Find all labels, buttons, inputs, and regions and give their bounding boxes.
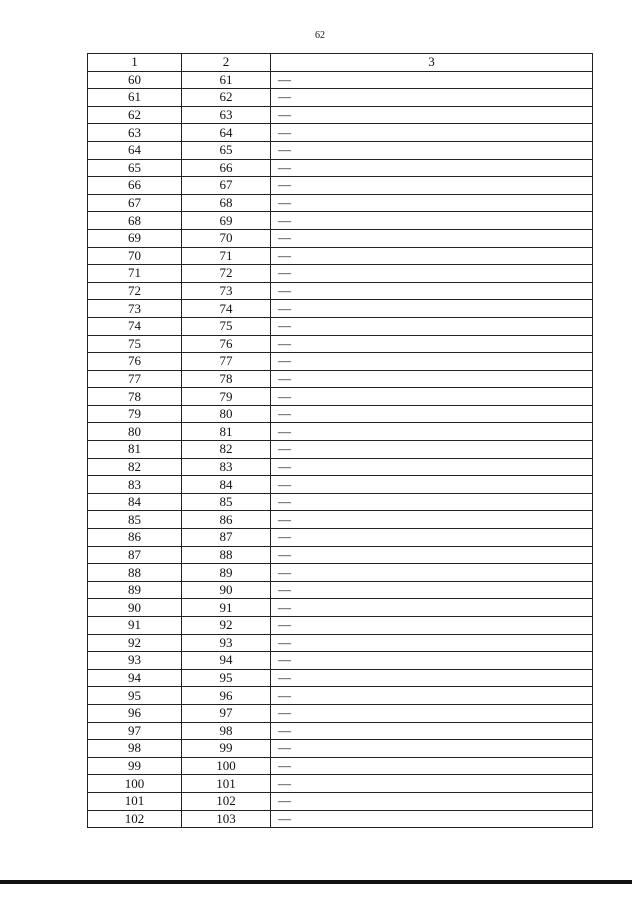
table-cell-col3: —: [271, 335, 593, 353]
table-cell-col3: —: [271, 757, 593, 775]
table-row: [88, 546, 593, 564]
table-cell-col1: 95: [88, 687, 182, 705]
table-cell-col1: 87: [88, 546, 182, 564]
table-row: [88, 476, 593, 494]
table-cell-col3: —: [271, 141, 593, 159]
table-cell-col3: —: [271, 265, 593, 283]
table-cell-col2: 85: [182, 493, 271, 511]
table-cell-col1: 85: [88, 511, 182, 529]
table-row: [88, 370, 593, 388]
table-row: [88, 423, 593, 441]
table-cell-col1: 84: [88, 493, 182, 511]
table-cell-col2: 81: [182, 423, 271, 441]
table-cell-col3: —: [271, 71, 593, 89]
table-row: [88, 652, 593, 670]
table-cell-col3: —: [271, 775, 593, 793]
table-cell-col1: 99: [88, 757, 182, 775]
table-cell-col1: 69: [88, 229, 182, 247]
table-cell-col3: —: [271, 792, 593, 810]
table-cell-col3: —: [271, 106, 593, 124]
table-row: [88, 71, 593, 89]
bottom-rule: [0, 880, 632, 884]
table-row: [88, 810, 593, 828]
table-cell-col3: —: [271, 247, 593, 265]
table-cell-col3: —: [271, 810, 593, 828]
table-row: [88, 564, 593, 582]
table-cell-col1: 100: [88, 775, 182, 793]
column-header-2: 2: [182, 54, 271, 72]
table-cell-col3: —: [271, 529, 593, 547]
table-cell-col1: 82: [88, 458, 182, 476]
table-cell-col3: —: [271, 652, 593, 670]
table-cell-col2: 100: [182, 757, 271, 775]
table-row: [88, 792, 593, 810]
table-cell-col3: —: [271, 212, 593, 230]
table-row: [88, 353, 593, 371]
table-cell-col1: 70: [88, 247, 182, 265]
table-cell-col2: 65: [182, 141, 271, 159]
table-cell-col2: 84: [182, 476, 271, 494]
table-cell-col2: 86: [182, 511, 271, 529]
table-cell-col1: 72: [88, 282, 182, 300]
table-cell-col3: —: [271, 581, 593, 599]
table-cell-col2: 75: [182, 317, 271, 335]
table-row: [88, 265, 593, 283]
table-cell-col2: 71: [182, 247, 271, 265]
table-cell-col2: 98: [182, 722, 271, 740]
table-cell-col2: 82: [182, 441, 271, 459]
table-cell-col2: 67: [182, 177, 271, 195]
table-cell-col2: 89: [182, 564, 271, 582]
table-row: [88, 106, 593, 124]
table-cell-col1: 96: [88, 704, 182, 722]
table-row: [88, 687, 593, 705]
data-table: [87, 53, 593, 828]
table-cell-col1: 78: [88, 388, 182, 406]
table-cell-col3: —: [271, 89, 593, 107]
table-row: [88, 159, 593, 177]
table-cell-col3: —: [271, 458, 593, 476]
table-cell-col3: —: [271, 669, 593, 687]
table-cell-col2: 88: [182, 546, 271, 564]
table-row: [88, 669, 593, 687]
table-row: [88, 282, 593, 300]
table-row: [88, 124, 593, 142]
table-cell-col3: —: [271, 124, 593, 142]
table-cell-col2: 70: [182, 229, 271, 247]
table-row: [88, 775, 593, 793]
table-cell-col2: 73: [182, 282, 271, 300]
table-cell-col1: 73: [88, 300, 182, 318]
table-cell-col3: —: [271, 634, 593, 652]
table-cell-col1: 63: [88, 124, 182, 142]
table-row: [88, 441, 593, 459]
table-row: [88, 511, 593, 529]
table-cell-col2: 92: [182, 617, 271, 635]
table-row: [88, 722, 593, 740]
table-cell-col3: —: [271, 282, 593, 300]
table-cell-col3: —: [271, 194, 593, 212]
table-cell-col1: 86: [88, 529, 182, 547]
table-cell-col1: 77: [88, 370, 182, 388]
table-cell-col3: —: [271, 564, 593, 582]
table-row: [88, 300, 593, 318]
table-cell-col2: 74: [182, 300, 271, 318]
table-cell-col1: 68: [88, 212, 182, 230]
table-cell-col3: —: [271, 177, 593, 195]
table-cell-col1: 60: [88, 71, 182, 89]
table-cell-col2: 91: [182, 599, 271, 617]
table-cell-col1: 64: [88, 141, 182, 159]
table-cell-col3: —: [271, 300, 593, 318]
table-row: [88, 581, 593, 599]
table-cell-col1: 89: [88, 581, 182, 599]
table-row: [88, 229, 593, 247]
table-row: [88, 405, 593, 423]
table-cell-col1: 98: [88, 740, 182, 758]
table-row: [88, 388, 593, 406]
table-cell-col3: —: [271, 722, 593, 740]
table-cell-col1: 93: [88, 652, 182, 670]
table-cell-col2: 101: [182, 775, 271, 793]
table-cell-col1: 80: [88, 423, 182, 441]
table-cell-col1: 66: [88, 177, 182, 195]
table-cell-col2: 64: [182, 124, 271, 142]
table-cell-col2: 61: [182, 71, 271, 89]
table-cell-col1: 92: [88, 634, 182, 652]
table-cell-col1: 74: [88, 317, 182, 335]
table-cell-col1: 81: [88, 441, 182, 459]
column-header-1: 1: [88, 54, 182, 72]
table-row: [88, 89, 593, 107]
table-row: [88, 493, 593, 511]
table-cell-col3: —: [271, 511, 593, 529]
table-row: [88, 335, 593, 353]
table-cell-col3: —: [271, 159, 593, 177]
table-cell-col3: —: [271, 423, 593, 441]
table-row: [88, 141, 593, 159]
table-cell-col3: —: [271, 687, 593, 705]
table-cell-col2: 62: [182, 89, 271, 107]
table-cell-col1: 94: [88, 669, 182, 687]
table-cell-col1: 79: [88, 405, 182, 423]
table-cell-col2: 63: [182, 106, 271, 124]
table-cell-col1: 102: [88, 810, 182, 828]
table-cell-col3: —: [271, 493, 593, 511]
table-cell-col3: —: [271, 546, 593, 564]
table-row: [88, 704, 593, 722]
table-cell-col2: 83: [182, 458, 271, 476]
table-cell-col1: 101: [88, 792, 182, 810]
table-row: [88, 194, 593, 212]
table-cell-col2: 76: [182, 335, 271, 353]
table-cell-col2: 97: [182, 704, 271, 722]
table-cell-col1: 90: [88, 599, 182, 617]
table-cell-col1: 97: [88, 722, 182, 740]
table-row: [88, 212, 593, 230]
table-row: [88, 177, 593, 195]
table-cell-col1: 88: [88, 564, 182, 582]
table-cell-col1: 65: [88, 159, 182, 177]
table-cell-col2: 66: [182, 159, 271, 177]
table-row: [88, 757, 593, 775]
table-cell-col2: 95: [182, 669, 271, 687]
table-cell-col3: —: [271, 476, 593, 494]
table-row: [88, 529, 593, 547]
table-cell-col1: 91: [88, 617, 182, 635]
table-row: [88, 599, 593, 617]
table-cell-col2: 79: [182, 388, 271, 406]
table-cell-col3: —: [271, 229, 593, 247]
table-row: [88, 317, 593, 335]
table-row: [88, 634, 593, 652]
table-cell-col2: 103: [182, 810, 271, 828]
table-cell-col2: 90: [182, 581, 271, 599]
table-cell-col2: 80: [182, 405, 271, 423]
table-cell-col1: 62: [88, 106, 182, 124]
table-cell-col1: 76: [88, 353, 182, 371]
table-cell-col2: 102: [182, 792, 271, 810]
table-cell-col3: —: [271, 388, 593, 406]
table-cell-col2: 69: [182, 212, 271, 230]
table-cell-col2: 78: [182, 370, 271, 388]
table-cell-col3: —: [271, 405, 593, 423]
table-cell-col3: —: [271, 740, 593, 758]
table-cell-col2: 77: [182, 353, 271, 371]
table-header: [88, 54, 593, 72]
table-cell-col1: 75: [88, 335, 182, 353]
table-row: [88, 458, 593, 476]
table-cell-col2: 96: [182, 687, 271, 705]
table-cell-col3: —: [271, 704, 593, 722]
table-cell-col3: —: [271, 441, 593, 459]
table-cell-col1: 71: [88, 265, 182, 283]
table-cell-col2: 87: [182, 529, 271, 547]
table-row: [88, 740, 593, 758]
header-row: [88, 54, 593, 72]
table-cell-col1: 83: [88, 476, 182, 494]
table-cell-col2: 93: [182, 634, 271, 652]
table-cell-col1: 61: [88, 89, 182, 107]
table-cell-col3: —: [271, 317, 593, 335]
table-body: [88, 71, 593, 828]
column-header-3: 3: [271, 54, 593, 72]
table-row: [88, 247, 593, 265]
table-cell-col2: 94: [182, 652, 271, 670]
table-row: [88, 617, 593, 635]
table-cell-col2: 68: [182, 194, 271, 212]
table-cell-col1: 67: [88, 194, 182, 212]
table-cell-col2: 72: [182, 265, 271, 283]
table-cell-col3: —: [271, 353, 593, 371]
page-number: 62: [315, 30, 325, 41]
table-cell-col2: 99: [182, 740, 271, 758]
table-cell-col3: —: [271, 370, 593, 388]
table-cell-col3: —: [271, 599, 593, 617]
table-cell-col3: —: [271, 617, 593, 635]
